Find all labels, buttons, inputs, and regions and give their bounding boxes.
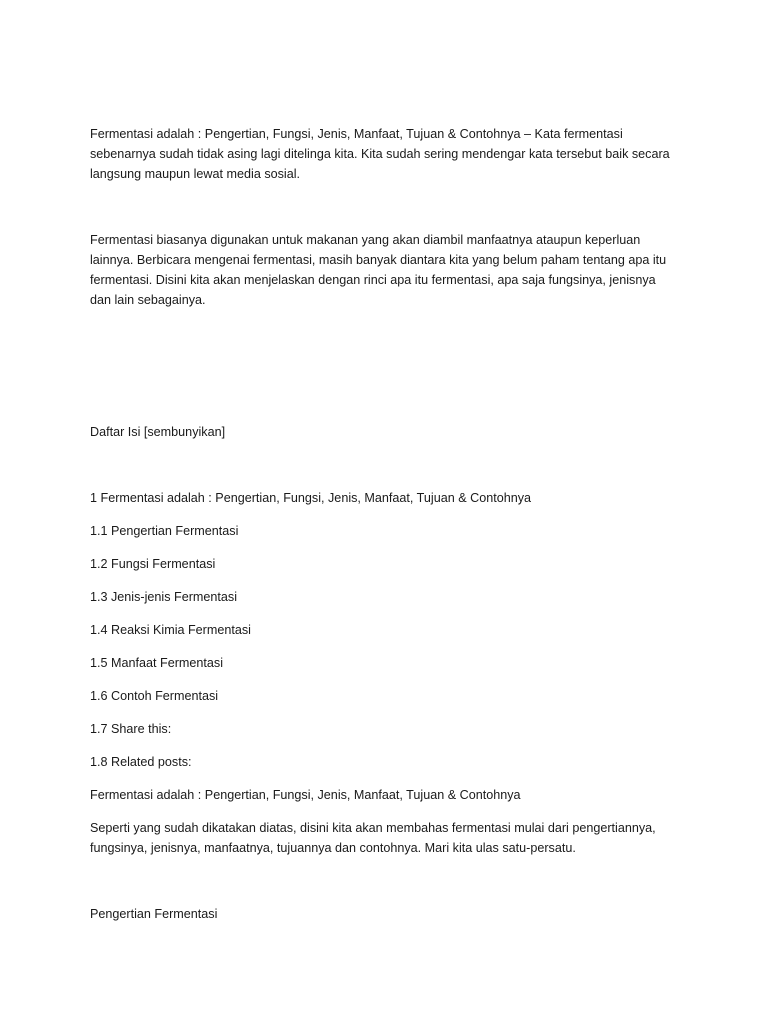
intro-line: langsung maupun lewat media sosial. (90, 167, 301, 181)
toc-item-1-3[interactable]: 1.3 Jenis-jenis Fermentasi (90, 590, 237, 604)
toc-item-1-5[interactable]: 1.5 Manfaat Fermentasi (90, 656, 223, 670)
intro-line: Fermentasi adalah : Pengertian, Fungsi, Jenis, Manfaat, Tujuan & Contohnya – Kata fermentasi (90, 127, 623, 141)
toc-item-1-4[interactable]: 1.4 Reaksi Kimia Fermentasi (90, 623, 251, 637)
toc-title[interactable]: Daftar Isi [sembunyikan] (90, 425, 226, 439)
toc-item-1-2[interactable]: 1.2 Fungsi Fermentasi (90, 557, 216, 571)
toc-item-1-7[interactable]: 1.7 Share this: (90, 722, 172, 736)
toc-item-1-6[interactable]: 1.6 Contoh Fermentasi (90, 689, 219, 703)
section-line: fungsinya, jenisnya, manfaatnya, tujuannya dan contohnya. Mari kita ulas satu-persatu. (90, 841, 576, 855)
section-line: Seperti yang sudah dikatakan diatas, disini kita akan membahas fermentasi mulai dari pengertiannya, (90, 821, 656, 835)
usage-line: Fermentasi biasanya digunakan untuk makanan yang akan diambil manfaatnya ataupun keperluan (90, 233, 641, 247)
section-paragraph (90, 818, 680, 858)
usage-paragraph (90, 230, 680, 310)
intro-line: sebenarnya sudah tidak asing lagi ditelinga kita. Kita sudah sering mendengar kata tersebut baik secara (90, 147, 670, 161)
section-heading: Fermentasi adalah : Pengertian, Fungsi, Jenis, Manfaat, Tujuan & Contohnya (90, 788, 521, 802)
toc-item-1-1[interactable]: 1.1 Pengertian Fermentasi (90, 524, 239, 538)
intro-paragraph (90, 124, 680, 184)
usage-line: dan lain sebagainya. (90, 293, 206, 307)
toc-item-1[interactable]: 1 Fermentasi adalah : Pengertian, Fungsi, Jenis, Manfaat, Tujuan & Contohnya (90, 491, 532, 505)
subsection-heading: Pengertian Fermentasi (90, 907, 218, 921)
usage-line: fermentasi. Disini kita akan menjelaskan dengan rinci apa itu fermentasi, apa saja fungsinya, jenisnya (90, 273, 656, 287)
toc-item-1-8[interactable]: 1.8 Related posts: (90, 755, 192, 769)
usage-line: lainnya. Berbicara mengenai fermentasi, masih banyak diantara kita yang belum paham tentang apa itu (90, 253, 667, 267)
